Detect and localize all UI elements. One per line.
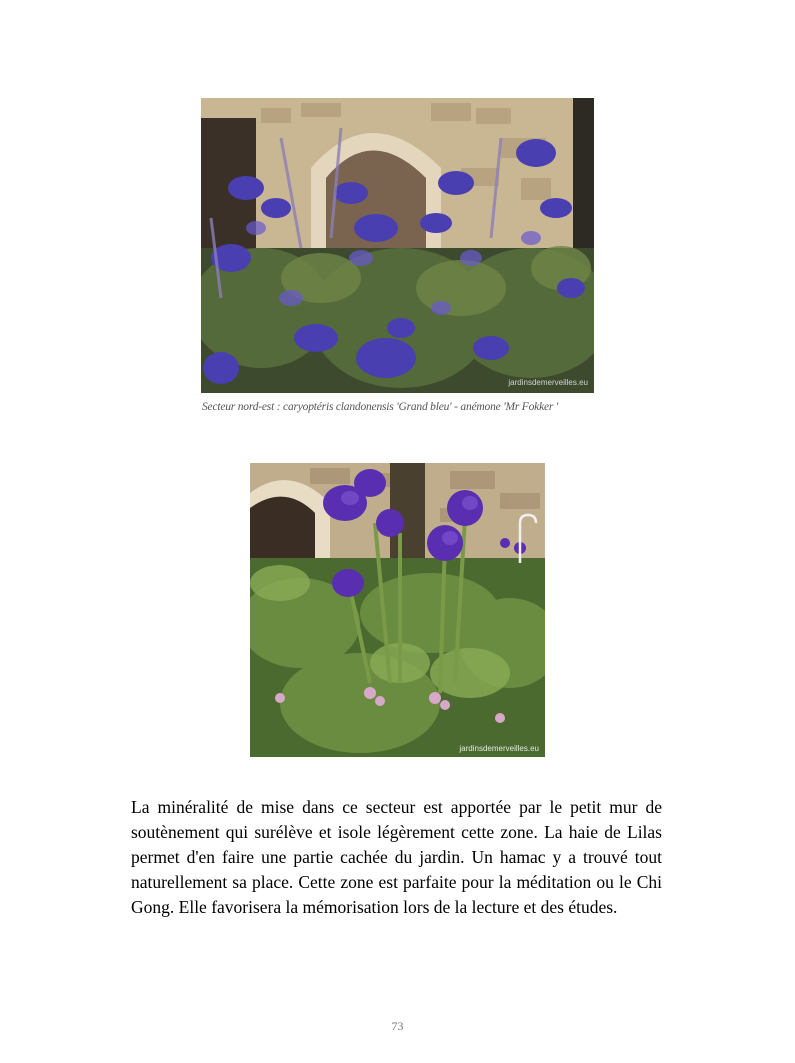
photo-caption: Secteur nord-est : caryoptéris clandonensis 'Grand bleu' - anémone 'Mr Fokker ' bbox=[202, 401, 559, 413]
photo-watermark: jardinsdemerveilles.eu bbox=[459, 744, 539, 753]
garden-photo-anemones bbox=[250, 463, 545, 757]
body-paragraph: La minéralité de mise dans ce secteur est apportée par le petit mur de soutènement qui surélève et isole légèrement cette zone. La haie de Lilas permet d'en faire une partie cachée du jardin. Un hamac y a trouvé tout naturellement sa place. Cette zone est parfaite pour la méditation ou le Chi Gong. Elle favorisera la mémorisation lors de la lecture et des études. bbox=[131, 797, 662, 917]
page-number: 73 bbox=[391, 1019, 404, 1033]
anemone-image bbox=[250, 463, 545, 757]
photo-watermark: jardinsdemerveilles.eu bbox=[508, 378, 588, 387]
caryopteris-image bbox=[201, 98, 594, 393]
garden-photo-caryopteris bbox=[201, 98, 594, 393]
